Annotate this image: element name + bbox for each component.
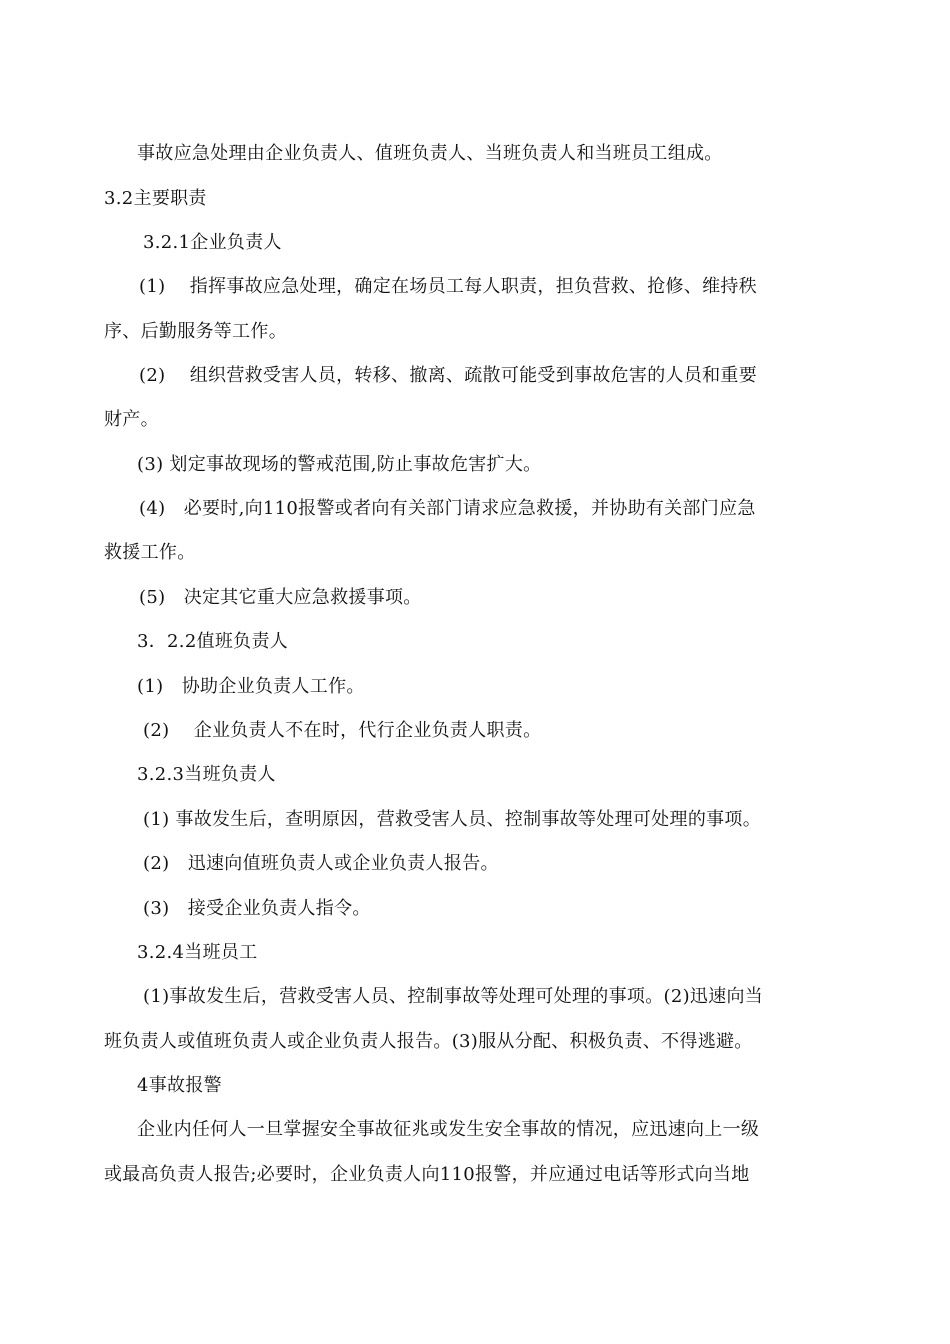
heading-3-2: 3.2主要职责 bbox=[104, 188, 207, 209]
shift-item-1: (1) 事故发生后，查明原因，营救受害人员、控制事故等处理可处理的事项。 bbox=[143, 809, 762, 830]
heading-3-2-1: 3.2.1企业负责人 bbox=[143, 232, 282, 253]
staff-paragraph-line-1: (1)事故发生后，营救受害人员、控制事故等处理可处理的事项。(2)迅速向当 bbox=[143, 986, 764, 1007]
heading-3-2-2: 3．2.2值班负责人 bbox=[137, 631, 289, 652]
alarm-paragraph-line-1: 企业内任何人一旦掌握安全事故征兆或发生安全事故的情况，应迅速向上一级 bbox=[137, 1119, 760, 1140]
shift-item-2: (2) 迅速向值班负责人或企业负责人报告。 bbox=[143, 853, 499, 874]
item-2-line-2: 财产。 bbox=[104, 409, 159, 430]
duty-item-1: (1) 协助企业负责人工作。 bbox=[137, 676, 365, 697]
shift-item-3: (3) 接受企业负责人指令。 bbox=[143, 898, 371, 919]
heading-4: 4事故报警 bbox=[137, 1075, 222, 1096]
item-3: (3) 划定事故现场的警戒范围,防止事故危害扩大。 bbox=[137, 454, 542, 475]
duty-item-2: (2) 企业负责人不在时，代行企业负责人职责。 bbox=[143, 720, 542, 741]
heading-3-2-3: 3.2.3当班负责人 bbox=[137, 764, 276, 785]
alarm-paragraph-line-2: 或最高负责人报告;必要时，企业负责人向110报警，并应通过电话等形式向当地 bbox=[104, 1164, 750, 1185]
heading-3-2-4: 3.2.4当班员工 bbox=[137, 942, 258, 963]
item-1-line-1: (1) 指挥事故应急处理，确定在场员工每人职责，担负营救、抢修、维持秩 bbox=[139, 276, 758, 297]
item-2-line-1: (2) 组织营救受害人员，转移、撤离、疏散可能受到事故危害的人员和重要 bbox=[139, 365, 758, 386]
paragraph-composition: 事故应急处理由企业负责人、值班负责人、当班负责人和当班员工组成。 bbox=[137, 143, 723, 164]
item-5: (5) 决定其它重大应急救援事项。 bbox=[139, 587, 422, 608]
item-1-line-2: 序、后勤服务等工作。 bbox=[104, 321, 287, 342]
item-4-line-1: (4) 必要时,向110报警或者向有关部门请求应急救援，并协助有关部门应急 bbox=[139, 498, 756, 519]
item-4-line-2: 救援工作。 bbox=[104, 542, 196, 563]
staff-paragraph-line-2: 班负责人或值班负责人或企业负责人报告。(3)服从分配、积极负责、不得逃避。 bbox=[104, 1031, 753, 1052]
